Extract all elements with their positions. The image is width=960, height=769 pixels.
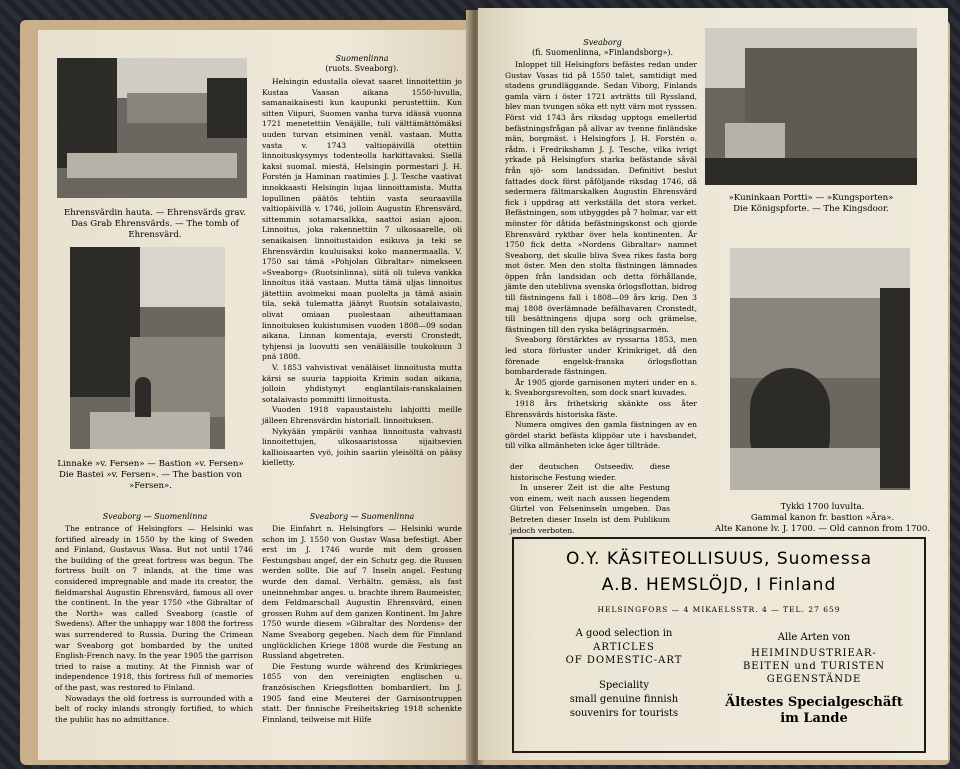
de-text: [262, 524, 462, 734]
ad-address: HELSINGFORS — 4 MIKAELSSTR. 4 — TEL. 27 659: [597, 605, 841, 614]
paragraph: der deutschen Ostseediv. diese historische Festung wieder.: [510, 462, 670, 482]
paragraph: År 1905 gjorde garnisonen myteri under en s. k. Sveaborgsrevolten, som dock snart kuvades.: [505, 377, 697, 398]
caption-line: Ehrensvärdin hauta. — Ehrensvärds grav.: [63, 208, 247, 218]
ad-left-line: A good selection in: [575, 628, 673, 639]
ad-title-sv: A.B. HEMSLÖJD, I Finland: [601, 575, 837, 595]
paragraph: Helsingin edustalla olevat saaret linnoitettiin jo Kustaa Vaasan aikana 1550-luvulla, samanaikaisesti kun kaupunki perustettiin. Kun sitten Viipuri, Suomen vanha turva idässä vuonna 1721 menetettiin Venäjälle, tuli välttämättömäksi uuden turvan etsiminen venäl. vastaan. Mutta vasta v. 1743 valtiopäivillä otettiin linnoituskysymys todenteolla harkittavaksi. Siellä kaksi suomal. miestä, Helsingin pormestari J. H. Forstén ja Haminan raatimies J. J. Tesche vaativat innokkaasti Helsingin lujaa linnoittamista. Mutta lopullinen päätös tehtiin vasta seuraavilla valtiopäivillä v. 1746, jolloin Augustin Ehrensvärd, sittemmin sotamarsalkka, saattoi asian ajoon. Linnoitus, joka rakennettiin 7 ulkosaarelle, oli senaikaisen linnoitustaidon esikuva ja teki se Ehrensvärdin kuuluisaksi koko mannermaalla. V. 1750 sai tämä »Pohjolan Gibraltar» nimekseen »Sveaborg» (Ruotsinlinna), siitä oli tuleva vankka linnoitus itää vastaan. Mutta tämä uljas linnoitus jätettiin avoimeksi maan puolelta ja tämä asiain tila, sekä tulematta jäänyt Ruotsin sotalaivasto, olivat omiaan puolestaan aiheuttamaan linnoituksen kukistumisen vuoden 1808—09 sodan aikana. Linnan komentaja, eversti Cronstedt, tyhjensi ja luovutti sen venäläisille toukokuun 3 pnä 1808.: [262, 77, 462, 362]
caption-line: Die Bastei »v. Fersen». — The bastion von: [59, 470, 242, 480]
sv-text: [505, 60, 697, 455]
bastion-photo: [70, 247, 225, 449]
ad-left-line: souvenirs for tourists: [569, 708, 679, 719]
ad-left-line: OF DOMESTIC-ART: [565, 655, 683, 666]
ad-right-line: Alle Arten von: [777, 632, 851, 643]
bastion-caption: [48, 459, 253, 492]
sv-heading: Sveaborg: [583, 38, 622, 47]
ad-right-line: im Lande: [780, 711, 848, 726]
paragraph: Nykyään ympäröi vanhaa linnoitusta vahvasti linnoitettujen, ulkosaaristossa sijaitsevien kallioisaarten vyö, joihin saariin yleisöltä on pääsy kielletty.: [262, 426, 462, 468]
caption-line: Tykki 1700 luvulta.: [780, 502, 865, 512]
fi-subheading: (ruots. Sveaborg).: [325, 64, 399, 73]
ad-left-line: Speciality: [599, 680, 649, 691]
paragraph: Die Einfahrt n. Helsingfors — Helsinki wurde schon im J. 1550 von Gustav Wasa befestigt. Aber erst im J. 1746 wurde mit dem grossen Festungsbau angef, der ein Schutz geg. die Russen werden sollte. Die auf 7 Inseln angel. Festung wurde den damal. Verhältn. gemäss, als fast uneinnehmbar anges. u. brachte ihrem Baumeister, dem Feldmarschall Augustin Ehrensvärd, einen grossen Ruhm auf dem ganzen Kontinent. Im Jahre 1750 wurde diesem »Gibraltar des Nordens» der Name Sveaborg gegeben. Nach dem für Finnland unglücklichen Kriege 1808 wurde die Festung an Russland abgetreten.: [262, 524, 462, 661]
tomb-photo: [57, 58, 247, 198]
ad-right-line: BEITEN und TURISTEN: [742, 661, 886, 672]
tomb-caption: [55, 208, 255, 241]
caption-line: Ehrensvärd.: [128, 230, 182, 240]
caption-line: Das Grab Ehrensvärds. — The tomb of: [71, 219, 239, 229]
paragraph: Sveaborg förstärktes av ryssarna 1853, men led stora förluster under Krimkriget, då den förenade engelsk-franska örlogsflottan bombarderade fästningen.: [505, 335, 697, 377]
caption-line: Gammal kanon fr. bastion »Ära».: [750, 513, 895, 523]
fi-heading: Suomenlinna: [335, 54, 389, 63]
de-heading: Sveaborg — Suomenlinna: [309, 512, 415, 521]
paragraph: In unserer Zeit ist die alte Festung von einem, weit nach aussen liegendem Gürtel von Felseninseln umgeben. Das Betreten dieser Inseln ist dem Publikum jedoch verboten.: [510, 483, 670, 535]
ad-right-line: HEIMINDUSTRIEAR-: [751, 648, 877, 659]
paragraph: The entrance of Helsingfors — Helsinki was fortified already in 1550 by the king of Sweden and Finland, Gustavus Wasa. But not until 1746 the building of the great fortress was begun. The fortress built on 7 inlands, at the time was considered impregnable and made its creator, the fieldmarshal Augustin Ehrensvärd, famous all over the continent. In the year 1750 »the Gibraltar of the North» was called Sveaborg (castle of Swedens). After the unhappy war 1808 the fortress was surrendered to Russia. During the Crimean war Sveaborg got bombarded by the united English-French navy. In the year 1905 the garrison tried to raise a mutiny. At the Finnish war of independence 1918, this fortress full of memories of the past, was restored to Finland.: [55, 524, 253, 692]
en-heading: Sveaborg — Suomenlinna: [102, 512, 208, 521]
de-continuation: [510, 462, 670, 535]
advertisement-box: [512, 537, 926, 753]
caption-line: Alte Kanone lv. J. 1700. — Old cannon from 1700.: [714, 524, 931, 534]
paragraph: Vuoden 1918 vapaustaistelu lahjoitti meille jälleen Ehrensvärdin historiall. linnoituksen.: [262, 405, 462, 425]
caption-line: Linnake »v. Fersen» — Bastion »v. Fersen»: [57, 459, 244, 469]
caption-line: Die Königspforte. — The Kingsdoor.: [733, 204, 889, 214]
cannon-caption: [705, 502, 940, 535]
fi-text: [262, 77, 462, 497]
paragraph: Numera omgives den gamla fästningen av en gördel starkt befästa klippöar ute i havsbandet, till vilka allmänheten icke äger tillträde.: [505, 420, 697, 451]
en-text: [55, 524, 253, 734]
ad-left-line: small genuine finnish: [569, 694, 679, 705]
sv-subheading: (fi. Suomenlinna, »Finlandsborg»).: [531, 48, 674, 57]
ad-right-line: Ältestes Specialgeschäft: [725, 695, 903, 710]
cannon-photo: [730, 248, 910, 490]
ad-title-fi: O.Y. KÄSITEOLLISUUS, Suomessa: [566, 549, 872, 569]
kingsdoor-photo: [705, 28, 917, 185]
paragraph: Die Festung wurde während des Krimkrieges 1855 von den vereinigten englischen u. französischen Kriegsflotten bombardiert. Im J. 1905 fand eine Meuterei der Garnisontruppen statt. Der finnische Freiheitskrieg 1918 schenkte Finnland, teilweise mit Hilfe: [262, 661, 462, 724]
paragraph: V. 1853 vahvistivat venäläiset linnoitusta mutta kärsi se suuria tappioita Krimin sodan aikana, jolloin yhdistynyt englantilais-ranskalainen sotalaivasto pommitti linnoitusta.: [262, 363, 462, 404]
ad-right-line: GEGENSTÄNDE: [766, 674, 862, 685]
ad-left-line: ARTICLES: [593, 642, 655, 653]
paragraph: Inloppet till Helsingfors befästes redan under Gustav Vasas tid på 1550 talet, samtidigt med stadens grundläggande. Sedan Viborg, Finlands gamla värn i öster 1721 avträtts till Ryssland, blev man tvungen söka ett nytt värn mot rysssen. Först vid 1743 års riksdag upptogs emellertid befästningsfrågan på allvar av tvenne finländske män, borgmäst. i Helsingfors J. H. Forstén o. rådm. i Fredrikshamn J. J. Tesche, vilka ivrigt yrkade på Helsingfors starka befästande såväl från sjö- som landssidan. Definitivt beslut fattades dock först påföljande riksdag 1746, då sedermera fältmarskalken Augustin Ehrensvärd fick i uppdrag att verkställa det stora verket. Befästningen, som utbyggdes på 7 holmar, var ett mönster för dåtida befästningskonst och gjorde Ehrensvärd ryktbar över hela kontinenten. År 1750 fick detta »Nordens Gibraltar» namnet Sveaborg, det skulle bliva Svea rikes fasta borg mot öster. Men den stolta fästningen lämnades öppen från landsidan och detta förhållande, jämte den uteblivna svenska örlogsflottan, bidrog till fästningens fall i 1808—09 års krig. Den 3 maj 1808 överlämnade befälhavaren Cronstedt, till besättningens djupa sorg och grämelse, fästningen till den ryska belägringsarmén.: [505, 60, 697, 334]
paragraph: 1918 års frihetskrig skänkte oss åter Ehrensvärds historiska fäste.: [505, 399, 697, 419]
caption-line: »Kuninkaan Portti» — »Kungsporten»: [728, 193, 894, 203]
caption-line: »Fersen».: [129, 481, 172, 491]
kingsdoor-caption: [705, 193, 917, 215]
paragraph: Nowadays the old fortress is surrounded with a belt of rocky inlands strongly fortified, to which the public has no admittance.: [55, 693, 253, 724]
